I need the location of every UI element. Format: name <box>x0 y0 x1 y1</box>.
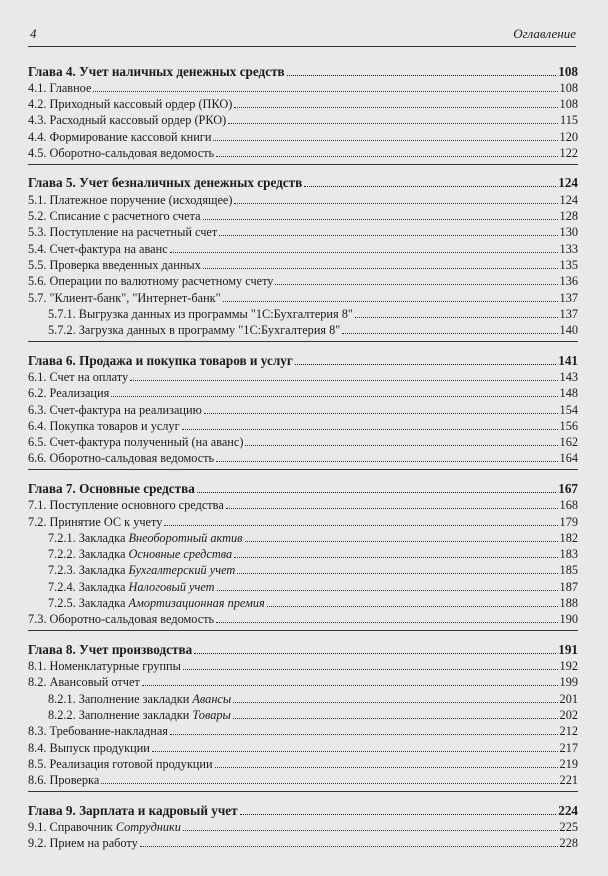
dot-leader <box>203 219 558 220</box>
toc-entry <box>28 190 578 206</box>
entry-label: 5.4. Счет-фактура на аванс <box>28 241 168 256</box>
entry-label: 9.1. Справочник <box>28 819 116 834</box>
toc-entry <box>28 496 578 512</box>
entry-title <box>28 675 140 689</box>
toc-entry <box>28 449 578 465</box>
entry-label: 4.1. Главное <box>28 80 92 95</box>
toc-entry <box>28 755 578 771</box>
entry-label: 7.2.1. Закладка <box>48 530 129 545</box>
chapter-title: Глава 4. Учет наличных денежных средств <box>28 63 285 79</box>
toc-entry <box>28 561 578 577</box>
entry-label: 8.3. Требование-накладная <box>28 724 168 739</box>
entry-label-italic: Амортизационная премия <box>128 596 265 611</box>
toc-chapter-section <box>28 172 578 342</box>
entry-page: 162 <box>559 435 578 450</box>
entry-page: 154 <box>559 402 578 417</box>
entry-page: 133 <box>559 241 578 256</box>
toc-entry <box>28 594 578 610</box>
entry-title <box>28 612 214 626</box>
entry-label: 7.2.3. Закладка <box>48 563 129 578</box>
entry-label: 5.5. Проверка введенных данных <box>28 257 201 272</box>
dot-leader <box>223 301 558 302</box>
dot-leader <box>93 91 557 92</box>
page-number: 4 <box>30 26 37 41</box>
entry-title <box>28 403 202 417</box>
toc-entry <box>28 738 578 754</box>
entry-title <box>28 451 214 465</box>
entry-page: 192 <box>559 659 578 674</box>
toc-entry <box>28 368 578 384</box>
entry-label: 5.2. Списание с расчетного счета <box>28 209 201 224</box>
entry-label: 5.3. Поступление на расчетный счет <box>28 225 218 240</box>
entry-page: 128 <box>559 209 578 224</box>
entry-title <box>48 307 353 321</box>
entry-page: 137 <box>559 306 578 321</box>
dot-leader <box>140 846 558 847</box>
entry-label: 4.5. Оборотно-сальдовая ведомость <box>28 145 215 160</box>
entry-label: 5.7.2. Загрузка данных в программу "1С:Бухгалтерия 8" <box>48 323 341 338</box>
toc-entry <box>28 144 578 160</box>
toc-entry <box>28 239 578 255</box>
entry-title <box>28 370 128 384</box>
entry-page: 168 <box>559 498 578 513</box>
entry-title <box>28 773 99 787</box>
entry-page: 156 <box>559 418 578 433</box>
dot-leader <box>101 783 557 784</box>
dot-leader <box>183 830 558 831</box>
chapter-heading <box>28 60 578 79</box>
entry-title <box>28 724 168 738</box>
dot-leader <box>245 445 557 446</box>
entry-label: 5.6. Операции по валютному расчетному счету <box>28 274 274 289</box>
entry-page: 120 <box>559 129 578 144</box>
toc-chapter-section <box>28 60 578 165</box>
entry-label: 7.3. Оборотно-сальдовая ведомость <box>28 612 215 627</box>
table-of-contents <box>28 60 578 861</box>
entry-page: 219 <box>559 756 578 771</box>
entry-label: 7.2. Принятие ОС к учету <box>28 514 163 529</box>
toc-entry <box>28 207 578 223</box>
dot-leader <box>234 203 557 204</box>
entry-title <box>28 274 273 288</box>
toc-entry <box>28 512 578 528</box>
entry-title <box>28 515 162 529</box>
dot-leader <box>170 734 558 735</box>
entry-label: 4.2. Приходный кассовый ордер (ПКО) <box>28 97 233 112</box>
entry-label: 8.5. Реализация готовой продукции <box>28 756 213 771</box>
entry-label: 5.1. Платежное поручение (исходящее) <box>28 192 233 207</box>
toc-entry <box>28 127 578 143</box>
toc-entry <box>28 256 578 272</box>
chapter-title: Глава 8. Учет производства <box>28 641 193 657</box>
toc-entry <box>28 657 578 673</box>
chapter-page: 108 <box>558 63 578 79</box>
toc-entry <box>28 545 578 561</box>
chapter-page: 124 <box>558 175 578 191</box>
entry-page: 183 <box>559 547 578 562</box>
entry-label: 4.3. Расходный кассовый ордер (РКО) <box>28 113 227 128</box>
entry-page: 187 <box>559 579 578 594</box>
dot-leader <box>342 333 557 334</box>
dot-leader <box>245 541 558 542</box>
entry-page: 179 <box>559 514 578 529</box>
entry-label: 4.4. Формирование кассовой книги <box>28 129 212 144</box>
dot-leader <box>213 140 557 141</box>
dot-leader <box>237 573 557 574</box>
chapter-page: 167 <box>558 480 578 496</box>
entry-page: 225 <box>559 819 578 834</box>
entry-label: 8.2.2. Заполнение закладки <box>48 708 193 722</box>
entry-label: 9.2. Прием на работу <box>28 836 138 851</box>
toc-chapter-section <box>28 477 578 631</box>
chapter-title: Глава 7. Основные средства <box>28 480 195 496</box>
entry-title <box>48 692 231 706</box>
toc-entry <box>28 771 578 787</box>
entry-title <box>48 531 243 545</box>
entry-title <box>28 130 211 144</box>
entry-page: 135 <box>559 257 578 272</box>
dot-leader <box>182 429 558 430</box>
entry-label: 6.5. Счет-фактура полученный (на аванс) <box>28 435 244 450</box>
entry-page: 201 <box>559 691 578 706</box>
toc-entry <box>28 722 578 738</box>
chapter-title: Глава 6. Продажа и покупка товаров и услуг <box>28 352 293 368</box>
entry-page: 148 <box>559 386 578 401</box>
entry-title <box>48 708 231 722</box>
dot-leader <box>194 653 556 654</box>
dot-leader <box>240 814 557 815</box>
toc-entry <box>28 272 578 288</box>
entry-title <box>28 81 91 95</box>
entry-title <box>28 836 138 850</box>
entry-page: 202 <box>559 708 578 722</box>
running-header <box>28 26 576 47</box>
entry-label: 6.3. Счет-фактура на реализацию <box>28 402 202 417</box>
chapter-heading <box>28 477 578 496</box>
entry-title <box>28 209 201 223</box>
toc-entry <box>28 79 578 95</box>
toc-entry <box>28 706 578 722</box>
toc-entry <box>28 384 578 400</box>
dot-leader <box>130 380 557 381</box>
entry-label: 7.2.2. Закладка <box>48 547 129 562</box>
entry-title <box>28 146 214 160</box>
entry-title <box>48 547 232 561</box>
dot-leader <box>304 186 556 187</box>
dot-leader <box>183 669 558 670</box>
dot-leader <box>219 235 557 236</box>
dot-leader <box>355 317 558 318</box>
toc-entry <box>28 433 578 449</box>
dot-leader <box>295 364 556 365</box>
entry-title <box>28 820 181 834</box>
toc-entry <box>28 610 578 626</box>
entry-page: 221 <box>559 773 578 788</box>
entry-label-italic: Налоговый учет <box>128 579 215 594</box>
entry-label: 5.7.1. Выгрузка данных из программы "1С:Бухгалтерия 8" <box>48 306 353 321</box>
entry-title <box>28 659 181 673</box>
toc-entry <box>28 288 578 304</box>
toc-entry <box>28 321 578 337</box>
entry-label: 8.6. Проверка <box>28 773 100 788</box>
entry-title <box>28 757 213 771</box>
entry-page: 124 <box>559 192 578 207</box>
entry-label-italic: Основные средства <box>128 547 233 562</box>
toc-entry <box>28 95 578 111</box>
chapter-title: Глава 5. Учет безналичных денежных средств <box>28 175 303 191</box>
toc-entry <box>28 111 578 127</box>
toc-entry <box>28 834 578 850</box>
entry-page: 130 <box>559 225 578 240</box>
chapter-page: 141 <box>558 352 578 368</box>
entry-title <box>28 242 168 256</box>
entry-label: 5.7. "Клиент-банк", "Интернет-банк" <box>28 290 221 305</box>
entry-title <box>28 193 232 207</box>
entry-label: 6.1. Счет на оплату <box>28 369 129 384</box>
toc-entry <box>28 400 578 416</box>
entry-page: 108 <box>559 80 578 95</box>
entry-page: 190 <box>559 612 578 627</box>
entry-label-italic: Товары <box>192 708 231 722</box>
entry-label: 7.1. Поступление основного средства <box>28 498 224 513</box>
entry-title <box>28 225 217 239</box>
dot-leader <box>170 252 558 253</box>
entry-label: 6.2. Реализация <box>28 386 110 401</box>
dot-leader <box>142 685 558 686</box>
entry-title <box>28 386 109 400</box>
dot-leader <box>203 268 558 269</box>
toc-entry <box>28 577 578 593</box>
toc-entry <box>28 529 578 545</box>
entry-page: 136 <box>559 274 578 289</box>
entry-label: 6.6. Оборотно-сальдовая ведомость <box>28 451 215 466</box>
dot-leader <box>216 622 557 623</box>
dot-leader <box>216 461 557 462</box>
entry-title <box>48 596 265 610</box>
chapter-heading <box>28 799 578 818</box>
toc-entry <box>28 223 578 239</box>
entry-page: 140 <box>559 323 578 338</box>
toc-entry <box>28 305 578 321</box>
dot-leader <box>204 413 558 414</box>
dot-leader <box>216 156 557 157</box>
chapter-heading <box>28 349 578 368</box>
entry-page: 199 <box>559 675 578 690</box>
dot-leader <box>226 508 558 509</box>
entry-label-italic: Сотрудники <box>115 819 181 834</box>
dot-leader <box>287 75 557 76</box>
dot-leader <box>152 751 558 752</box>
toc-chapter-section <box>28 799 578 854</box>
entry-page: 164 <box>559 451 578 466</box>
entry-label: 8.2.1. Заполнение закладки <box>48 691 193 706</box>
entry-page: 185 <box>559 563 578 578</box>
toc-entry <box>28 689 578 705</box>
entry-title <box>48 323 340 337</box>
chapter-heading <box>28 172 578 191</box>
entry-label: 8.1. Номенклатурные группы <box>28 659 181 674</box>
entry-page: 182 <box>559 530 578 545</box>
dot-leader <box>275 284 557 285</box>
chapter-title: Глава 9. Зарплата и кадровый учет <box>28 802 238 818</box>
entry-title <box>48 563 235 577</box>
dot-leader <box>233 718 558 719</box>
entry-title <box>28 113 226 127</box>
toc-entry <box>28 818 578 834</box>
entry-title <box>28 435 243 449</box>
entry-page: 137 <box>559 290 578 305</box>
entry-label-italic: Бухгалтерский учет <box>128 563 236 578</box>
entry-title <box>28 258 201 272</box>
entry-title <box>28 419 180 433</box>
entry-label: 8.4. Выпуск продукции <box>28 740 150 755</box>
entry-page: 115 <box>560 113 578 128</box>
entry-page: 108 <box>559 97 578 112</box>
entry-label-italic: Внеоборотный актив <box>128 530 243 545</box>
entry-label: 6.4. Покупка товаров и услуг <box>28 418 180 433</box>
chapter-heading <box>28 638 578 657</box>
toc-chapter-section <box>28 349 578 470</box>
toc-entry <box>28 673 578 689</box>
dot-leader <box>164 525 557 526</box>
entry-title <box>48 580 215 594</box>
entry-title <box>28 291 221 305</box>
entry-title <box>28 498 224 512</box>
dot-leader <box>233 702 557 703</box>
chapter-page: 224 <box>558 802 578 818</box>
dot-leader <box>234 107 557 108</box>
entry-title <box>28 741 150 755</box>
entry-label: 8.2. Авансовый отчет <box>28 675 140 690</box>
section-title: Оглавление <box>513 26 576 41</box>
dot-leader <box>197 492 556 493</box>
entry-page: 188 <box>559 596 578 611</box>
dot-leader <box>228 123 558 124</box>
entry-title <box>28 97 232 111</box>
dot-leader <box>217 590 558 591</box>
entry-page: 217 <box>559 740 578 755</box>
chapter-page: 191 <box>558 641 578 657</box>
toc-chapter-section <box>28 638 578 792</box>
dot-leader <box>234 557 557 558</box>
dot-leader <box>111 396 557 397</box>
toc-entry <box>28 417 578 433</box>
dot-leader <box>267 606 558 607</box>
entry-page: 122 <box>559 145 578 160</box>
entry-page: 212 <box>559 724 578 739</box>
entry-label: 7.2.4. Закладка <box>48 579 129 594</box>
entry-label-italic: Авансы <box>192 691 232 706</box>
entry-label: 7.2.5. Закладка <box>48 596 129 611</box>
dot-leader <box>215 767 558 768</box>
entry-page: 228 <box>559 836 578 851</box>
entry-page: 143 <box>559 369 578 384</box>
